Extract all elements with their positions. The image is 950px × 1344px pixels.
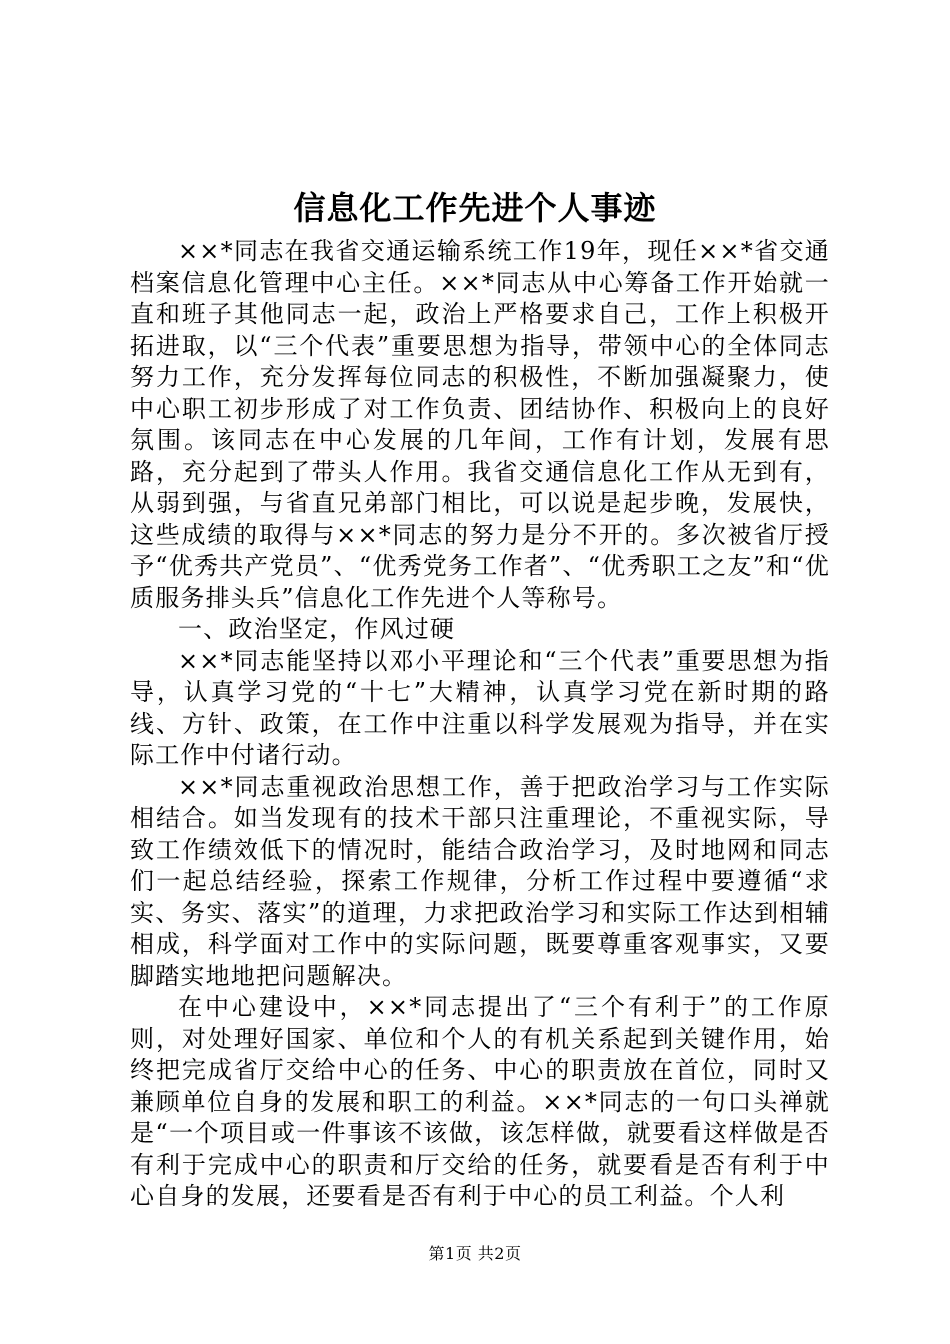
- body-paragraph: ××*同志在我省交通运输系统工作19年，现任××*省交通档案信息化管理中心主任。××*同志从中心筹备工作开始就一直和班子其他同志一起，政治上严格要求自己，工作上积极开拓进取，以“三个代表”重要思想为指导，带领中心的全体同志努力工作，充分发挥每位同志的积极性，不断加强凝聚力，使中心职工初步形成了对工作负责、团结协作、积极向上的良好氛围。该同志在中心发展的几年间，工作有计划，发展有思路，充分起到了带头人作用。我省交通信息化工作从无到有，从弱到强，与省直兄弟部门相比，可以说是起步晚，发展快，这些成绩的取得与××*同志的努力是分不开的。多次被省厅授予“优秀共产党员”、“优秀党务工作者”、“优秀职工之友”和“优质服务排头兵”信息化工作先进个人等称号。: [130, 237, 830, 612]
- document-title: 信息化工作先进个人事迹: [293, 189, 657, 227]
- section-heading: 一、政治坚定，作风过硬: [178, 615, 456, 643]
- document-body: [130, 236, 830, 1213]
- body-paragraph: ××*同志重视政治思想工作，善于把政治学习与工作实际相结合。如当发现有的技术干部只注重理论，不重视实际，导致工作绩效低下的情况时，能结合政治学习，及时地网和同志们一起总结经验，探索工作规律，分析工作过程中要遵循“求实、务实、落实”的道理，力求把政治学习和实际工作达到相辅相成，科学面对工作中的实际问题，既要尊重客观事实，又要脚踏实地地把问题解决。: [130, 772, 830, 990]
- body-paragraph: ××*同志能坚持以邓小平理论和“三个代表”重要思想为指导，认真学习党的“十七”大精神，认真学习党在新时期的路线、方针、政策，在工作中注重以科学发展观为指导，并在实际工作中付诸行动。: [130, 646, 830, 769]
- body-paragraph: 在中心建设中，××*同志提出了“三个有利于”的工作原则，对处理好国家、单位和个人的有机关系起到关键作用，始终把完成省厅交给中心的任务、中心的职责放在首位，同时又兼顾单位自身的发展和职工的利益。××*同志的一句口头禅就是“一个项目或一件事该不该做，该怎样做，就要看这样做是否有利于完成中心的职责和厅交给的任务，就要看是否有利于中心自身的发展，还要看是否有利于中心的员工利益。个人利: [130, 993, 830, 1210]
- page-number-footer: 第1页 共2页: [428, 1244, 522, 1263]
